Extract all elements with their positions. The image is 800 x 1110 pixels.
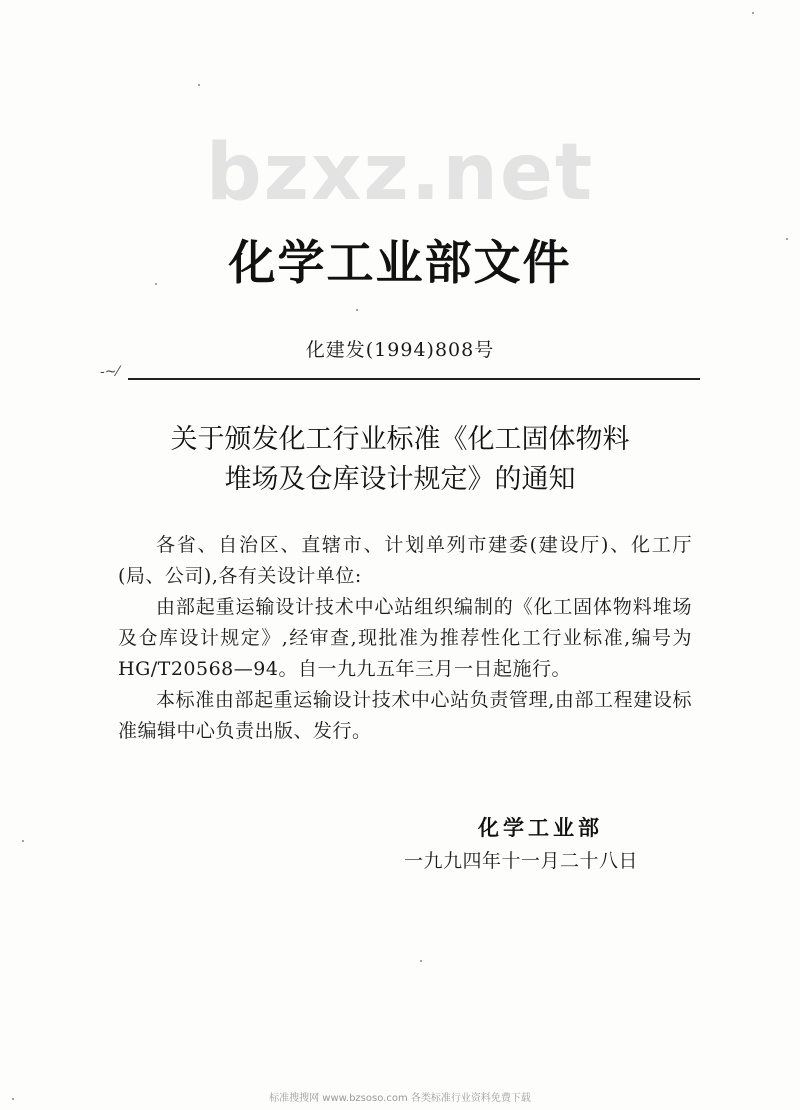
site-footer-watermark: 标准搜搜网 www.bzsoso.com 各类标准行业资料免费下载 — [269, 1093, 531, 1104]
header-divider-line — [128, 378, 700, 380]
scan-speck — [786, 238, 788, 240]
scan-speck — [356, 309, 358, 311]
scan-speck — [155, 283, 157, 285]
notice-title-line-2: 堆场及仓库设计规定》的通知 — [224, 464, 576, 495]
scan-speck — [22, 840, 24, 842]
issue-date: 一九九四年十一月二十八日 — [404, 850, 639, 872]
document-number: 化建发(1994)808号 — [305, 339, 495, 361]
scan-speck — [198, 84, 200, 86]
notice-title — [0, 420, 800, 500]
scan-speck — [752, 12, 754, 14]
addressee-paragraph: 各省、自治区、直辖市、计划单列市建委(建设厅)、化工厅(局、公司),各有关设计单位: — [118, 534, 692, 587]
body-paragraph-management: 本标准由部起重运输设计技术中心站负责管理,由部工程建设标准编辑中心负责出版、发行。 — [118, 689, 692, 742]
margin-mark: -~⁄ — [100, 364, 119, 380]
issuer-signature: 化学工业部 — [478, 816, 603, 840]
watermark: bzxz.net — [205, 128, 595, 218]
notice-body — [118, 530, 692, 747]
scan-speck — [420, 960, 422, 962]
scan-speck — [12, 1098, 14, 1100]
body-paragraph-approval: 由部起重运输设计技术中心站组织编制的《化工固体物料堆场及仓库设计规定》,经审查,现批准为推荐性化工行业标准,编号为HG/T20568—94。自一九九五年三月一日起施行。 — [118, 596, 692, 680]
notice-title-line-1: 关于颁发化工行业标准《化工固体物料 — [170, 424, 630, 455]
document-header-title: 化学工业部文件 — [228, 236, 572, 291]
